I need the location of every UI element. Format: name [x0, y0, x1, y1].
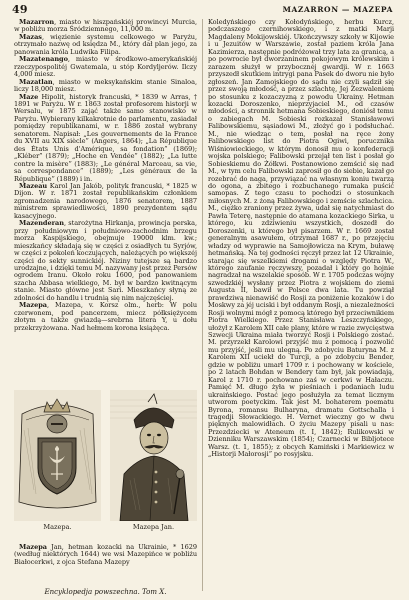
- portraits: [14, 390, 197, 532]
- left-column: [14, 19, 197, 387]
- entry: [14, 302, 197, 332]
- mazepa-coat-of-arms-drawing: [14, 390, 101, 521]
- entry: [14, 183, 197, 220]
- entry-text: , Mazepa, v. Korsz olm., herb: W polu czerwonem, pod pancerzem, miecz półksiężycem złotym a także gwiazdą—srebrna litera Y, u dołu przekrzyżowana. Nad hełmem korona książęca.: [14, 301, 197, 332]
- entry-headword: Mazarron: [19, 19, 55, 26]
- entry: [14, 79, 197, 94]
- entry: [14, 56, 197, 78]
- entry-text: Karol Jan Jakób, polityk francuski, * 1825 w Dijon. W r. 1871 został republikańskim członkiem zgromadzenia narodowego, 1876 senatorem, 1887 ministrem sprawiedliwości, 1890 prezydentem sądu kasacyjnego.: [14, 181, 197, 220]
- entry-text: , starożytna Hirkanja, prowincja perska, przy południowym i południowo-zachodnim brzegu morza Kaspijskiego, obejmuje 19000 klm. kw.; mieszkańcy składają się w części z osiadłych tu Syrjów, w części z pokoleń koczujących, należących po większéj części do sekty sunnickiéj. Niziny tutejsze są bardzo urodzajne, i dzięki temu M. nazywany jest przez Persów ogrodem Iranu. Około roku 1600, pod panowaniem szacha Abbasa wielkiego, M. był w bardzo kwitnącym stanie. Miasto główne jest Sari. Mieszkańcy słyną ze zdolności do handlu i trudnią się nim najczęściej.: [14, 219, 197, 302]
- entry-text: Hipolit, historyk francuski, * 1839 w Arras, † 1891 w Paryżu. W r. 1863 został profesorem historji w Wersalu, w 1875 zająć także samo stanowisko w Paryżu. Wybierany kilkakrotnie do parlamentu, zasiadał pomiędzy republikanami, w r. 1886 został wybrany senatorem. Napisał: „Les gouvernements de la France du XVII au XIX siècle” (Angers, 1864); „La République des États Unis d'Amérique, sa fondation” (1869); „Kléber” (1879); „Hoche en Vendée” (1882); „La lutte contre la misère” (1883); „Le général Marceau, sa vie, sa correspondance” (1889); „Les généraux de la République” (1889) i in.: [14, 92, 197, 183]
- mazepa-portrait-engraving: [110, 390, 197, 521]
- column-divider: [202, 19, 203, 591]
- entry-text: Koledyńskiego czy Kołodyńskiego, herbu Kurcz, podczaszego czernihowskiego, i z matki Marji Magdaleny Mokijowskiéj. Ukończywszy szkoły w Kijowie i u Jezuitów w Warszawie, został paziem króla Jana Kazimierza, następnie podróżował trzy lata za granicą, a po powrocie był dworzaninem pokojowym królewskim i zarazem służył w przybocznéj gwardji. W r. 1663 przyszedł skutkiem intrygi pana Pasek do dworu nie było zgłoszeń. Jan Zamojskiego do sądu nie czyli sądził się przez swoją młodość, a przez szlachtę, Jej Zezwaleniem po stosunku z kozaczyzną z powodu Ukrainy. Hetman kozacki Doroszenko, nieprzyjaciel M., od czasów młodości, a stronnik hetmana Sobieskiego, doniósł temu o zabiegach M. Sobieski rozkazał Stanisławowi Falibowskiemu, sąsiadowi M., złożyć go i podsłuchać. M., nie wiedząc o tem, posłał na ręce żony Falibowskiego list do Piotra Ogiwi, porucznika Wiśniowieckiego, w którym donosił mu o konfederacji wojska polskiego; Falibowski przejął ten list i posłał go Sobieskiemu do Żółkwi. Postanowiono zemścić się nad M., w tym celu Falibowski zaprosił go do siebie, kazał go rozebrać do naga, przywiązać na własnym koniu twarzą do ogona, a zbitego i rozbuchanego rumaka puścić samopas. Z tego czasu to pochodzi o stosunkach miłosnych M. z żoną Falibowskiego i zemście szlachcica. M., ciężko zraniony przez żywa, udał się natychmiast do Pawła Teterę, następnie do atamana kozackiego Sirka, u którego, ku zdziwieniu wszystkich, doszedł do Doroszenki, u którego był pisarzem. W r. 1669 został generalnym asawułem, otrzymał 1687 r., po przejęciu władzy od wyprawie na Samojłowicza na Krym, buławę hetmańską. Na tej godności ręczył przez lat 12 Ukrainie, starając się wszelkiemi drogami o względy Piotra W., którego zaufanie ręczywszy, pozadał i który go hojnie nagradzał na wszelakie sposób. W r. 1705 podczas wojny szwedzkiéj wysłany przez Piotra z wojskiem do ziemi Augusta II, bawił w Polsce dwa lata. Tu powziął prawdziwą nienawiść do Rosji za poniżenie kozaków i do Moskwy za jéj uciski i był oddanym Rosji, a niezależności Rosji wolnymi mógł z pomocą którego był przeciwnikiem Piotra Wielkiego. Przez Stanisława Leszczyńskiego, ułożył z Karolem XII całe plany, które w razie zwycięstwa Szwecji Ukraina miała tworzyć Rosji i Polskiego zostać. M. przyrzekł Karolowi przyjść mu z pomocą i pozwolić mu przyjść, jeśli mu ulegną. Po zdobyciu Baturyna M. z Karolem XII uciekł do Turcji, a po zdobyciu Bender, gdzie w pobliżu umarł 1709 r. i pochowany w kościele, po 2 latach Bohdan w Bendery tam był, jak powiadają, Karol z 1710 r. pochowano zaś w cerkwi w Hałaczu. Pamięć M. długo żyła w pieśniach i podaniach ludu ukraińskiego. Postać jego posłużyła za temat licznym utworom poetyckim. Tak jest M. bohaterem poematu Byrona, romansu Bulharyna, dramatu Gottschalla i tragedji Słowackiego. H. Vernet wieczny go w dwu pięknych malowidłach. O życiu Mazepy pisali u nas: Przezdziecki w Ateneum (t. I, 1842); Rulikowski w Dzienniku Warszawskim (1854); Czarnecki w Bibljotece Warsz. (t. 1, 1855); z obcych Kamiński i Markiewicz w „Historji Małorosji” po rosyjsku.: [208, 19, 394, 459]
- caption-left: Mazepa.: [43, 523, 72, 531]
- entry-text: , miasto w hiszpańskiéj prowincyi Murcia, w pobliżu morza Śródziemnego, 11,000 m.: [14, 19, 197, 34]
- mazepa-portrait-image: [110, 390, 197, 521]
- running-head: MAZARRON — MAZEPA: [282, 5, 393, 14]
- entry: [14, 34, 197, 56]
- entry: [14, 544, 197, 566]
- page-number: 49: [12, 3, 28, 16]
- entry-headword: Mazatlan: [19, 77, 53, 86]
- caption-right: Mazepa Jan.: [132, 523, 175, 531]
- entry: [14, 19, 197, 34]
- entry-headword: Mazatenango: [19, 55, 68, 64]
- entry-headword: Mazepa: [19, 543, 47, 551]
- entry-headword: Mazas: [19, 32, 42, 41]
- entry-headword: Mazepa: [19, 301, 47, 310]
- entry-text: , więzienie systemu celkowego w Paryżu, otrzymało nazwę od księdza M., który dał plan jego, za panowania króla Ludwika Filipa.: [14, 32, 197, 56]
- entry: [14, 94, 197, 183]
- coat-of-arms-image: [14, 390, 101, 521]
- footer-signature: Encyklopedja powszechna. Tom X.: [44, 588, 167, 596]
- entry: [14, 220, 197, 302]
- entry: [208, 19, 394, 459]
- left-column-bottom: [14, 544, 197, 566]
- entry-text: , miasto w środkowo-amerykańskiéj rzeczypospolitéj Gwatemala, u stóp Kordyljerów. Ilczy 4,000 miesz.: [14, 55, 197, 79]
- entry-headword: Mazenderan: [19, 219, 64, 228]
- entry-text: , miasto w meksykańskim stanie Sinaloa, liczy 18,000 miesz.: [14, 77, 197, 94]
- entry-headword: Mazeau: [19, 181, 48, 190]
- right-column: [208, 19, 394, 591]
- entry-text: Jan, hetman kozacki na Ukrainie, * 1629 (według niektórych 1644) we wsi Mazepińce w pobliżu Białocerkwi, z ojca Stefana Mazepy: [14, 543, 197, 566]
- entry-headword: Maze: [19, 92, 39, 101]
